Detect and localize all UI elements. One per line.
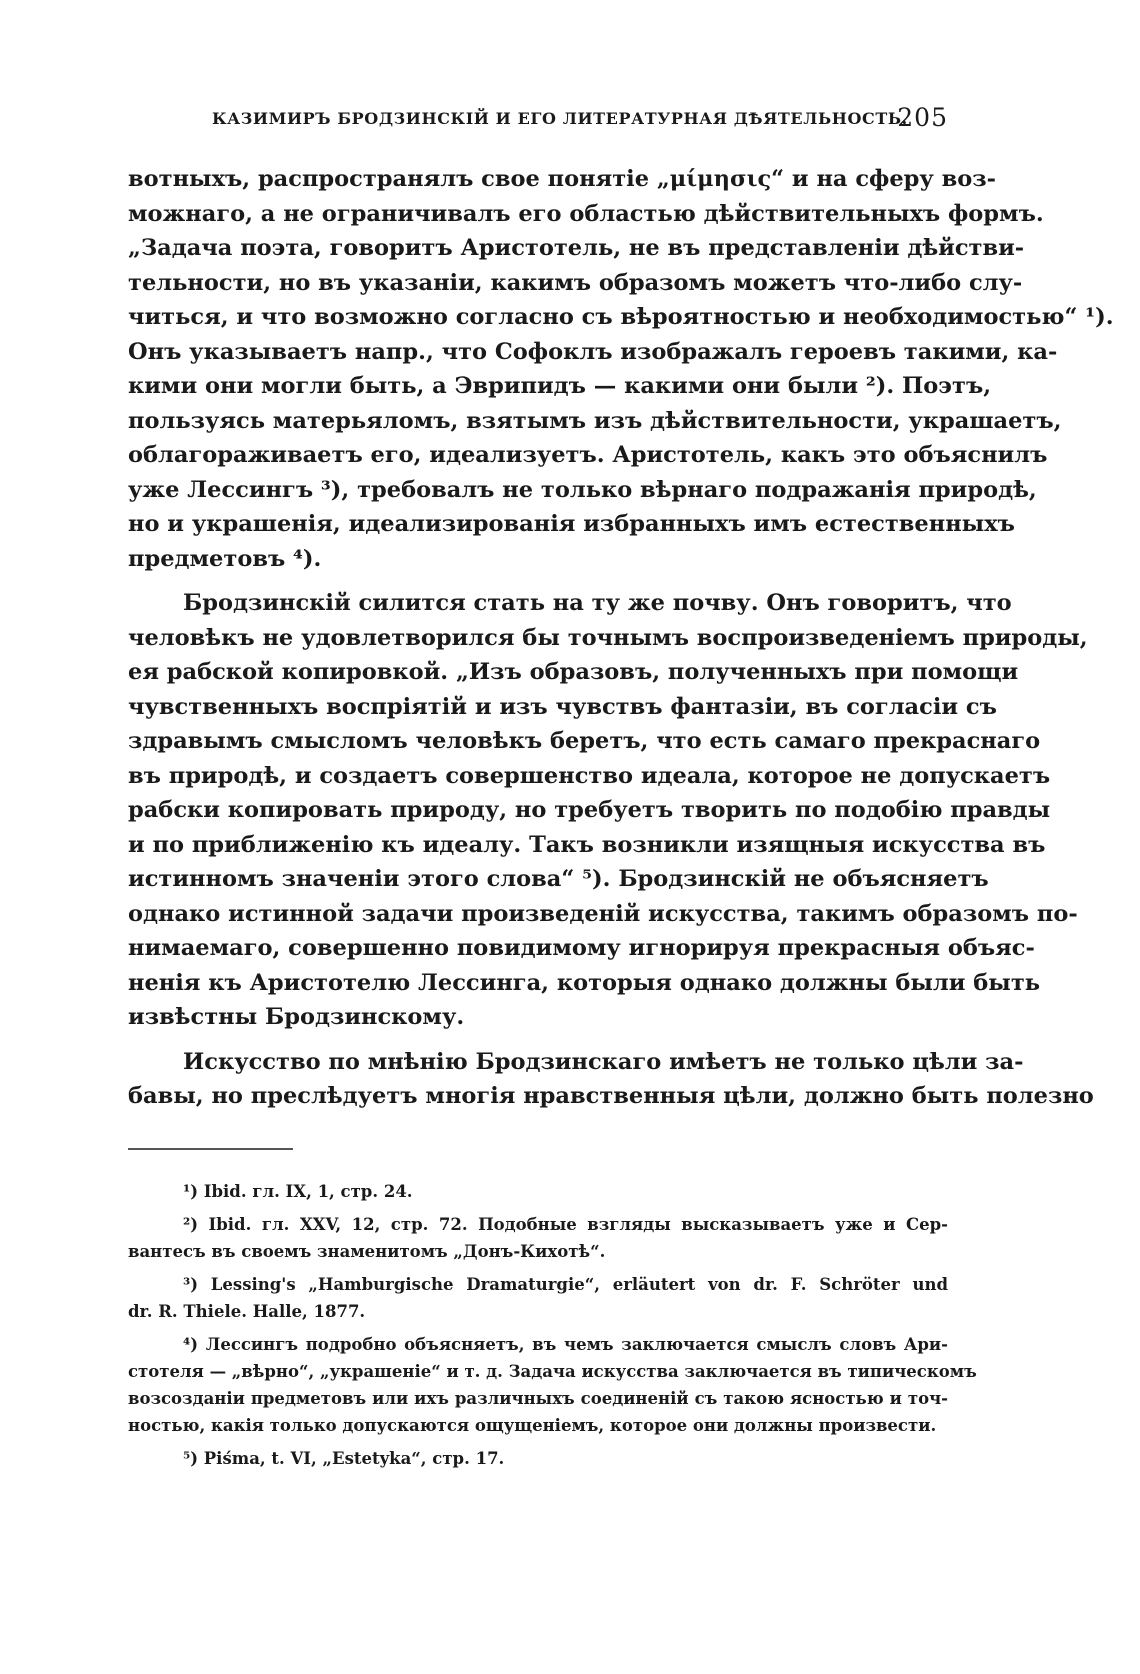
body-text (128, 162, 1114, 1114)
text-line: уже Лессингъ ³), требовалъ не только вѣрнаго подражанія природѣ, (128, 476, 1037, 503)
text-line: тельности, но въ указаніи, какимъ образомъ можетъ что-либо слу- (128, 269, 1023, 296)
text-line: здравымъ смысломъ человѣкъ беретъ, что есть самаго прекраснаго (128, 728, 1041, 754)
text-line: Бродзинскій силится стать на ту же почву. Онъ говоритъ, что (183, 590, 1012, 616)
text-line: читься, и что возможно согласно съ вѣроятностью и необходимостью“ ¹). (128, 304, 1114, 330)
text-line: кими они могли быть, а Эврипидъ — какими они были ²). Поэтъ, (128, 373, 992, 399)
text-line: однако истинной задачи произведеній искусства, такимъ образомъ по- (128, 900, 1078, 927)
text-line: истинномъ значеніи этого слова“ ⁵). Бродзинскій не объясняетъ (128, 866, 989, 892)
footnotes (128, 1178, 977, 1472)
text-line: ненія къ Аристотелю Лессинга, которыя однако должны были быть (128, 969, 1041, 996)
footnote-line: ностью, какія только допускаются ощущеніемъ, которое они должны произвести. (128, 1416, 937, 1435)
footnote-divider (128, 1148, 293, 1150)
footnote-line: ¹) Ibid. гл. IX, 1, стр. 24. (183, 1182, 413, 1201)
footnote-line: ⁴) Лессингъ подробно объясняетъ, въ чемъ заключается смыслъ словъ Ари- (183, 1335, 948, 1354)
text-line: нимаемаго, совершенно повидимому игнорируя прекрасныя объяс- (128, 935, 1035, 961)
text-line: въ природѣ, и создаетъ совершенство идеала, которое не допускаетъ (128, 762, 1051, 789)
text-line: облагораживаетъ его, идеализуетъ. Аристотель, какъ это объяснилъ (128, 442, 1048, 468)
text-line: Онъ указываетъ напр., что Софоклъ изображалъ героевъ такими, ка- (128, 338, 1058, 365)
footnote-line: ³) Lessing's „Hamburgische Dramaturgie“, erläutert von dr. F. Schröter und (183, 1275, 948, 1294)
page-number: 205 (897, 103, 948, 132)
text-line: пользуясь матерьяломъ, взятымъ изъ дѣйствительности, украшаетъ, (128, 407, 1062, 434)
text-line: бавы, но преслѣдуетъ многія нравственныя цѣли, должно быть полезно (128, 1083, 1094, 1109)
text-line: но и украшенія, идеализированія избранныхъ имъ естественныхъ (128, 511, 1015, 537)
footnote-line: ²) Ibid. гл. XXV, 12, стр. 72. Подобные взгляды высказываетъ уже и Сер- (183, 1215, 948, 1234)
footnote-line: стотеля — „вѣрно“, „украшеніе“ и т. д. Задача искусства заключается въ типическомъ (128, 1362, 977, 1381)
text-line: ея рабской копировкой. „Изъ образовъ, полученныхъ при помощи (128, 659, 1019, 685)
text-line: предметовъ ⁴). (128, 545, 322, 572)
text-line: человѣкъ не удовлетворился бы точнымъ воспроизведеніемъ природы, (128, 624, 1088, 651)
running-title: КАЗИМИРЪ БРОДЗИНСКІЙ И ЕГО ЛИТЕРАТУРНАЯ ДѢЯТЕЛЬНОСТЬ. (212, 109, 908, 128)
text-line: рабски копировать природу, но требуетъ творить по подобію правды (128, 797, 1051, 823)
footnote-line: вантесъ въ своемъ знаменитомъ „Донъ-Кихотѣ“. (128, 1242, 606, 1261)
page-header (212, 103, 948, 133)
text-line: Искусство по мнѣнію Бродзинскаго имѣетъ не только цѣли за- (183, 1048, 1024, 1075)
text-line: можнаго, а не ограничивалъ его областью дѣйствительныхъ формъ. (128, 200, 1044, 227)
text-line: извѣстны Бродзинскому. (128, 1004, 465, 1030)
text-line: чувственныхъ воспріятій и изъ чувствъ фантазіи, въ согласіи съ (128, 693, 997, 720)
footnote-line: возсозданіи предметовъ или ихъ различныхъ соединеній съ такою ясностью и точ- (128, 1389, 948, 1408)
text-line: вотныхъ, распространялъ свое понятіе „μίμησις“ и на сферу воз- (128, 166, 996, 192)
text-line: „Задача поэта, говоритъ Аристотель, не въ представленіи дѣйстви- (128, 235, 1025, 261)
footnote-line: dr. R. Thiele. Halle, 1877. (128, 1302, 366, 1321)
footnote-line: ⁵) Piśma, t. VI, „Estetyka“, стр. 17. (183, 1449, 505, 1468)
text-line: и по приближенію къ идеалу. Такъ возникли изящныя искусства въ (128, 831, 1046, 858)
